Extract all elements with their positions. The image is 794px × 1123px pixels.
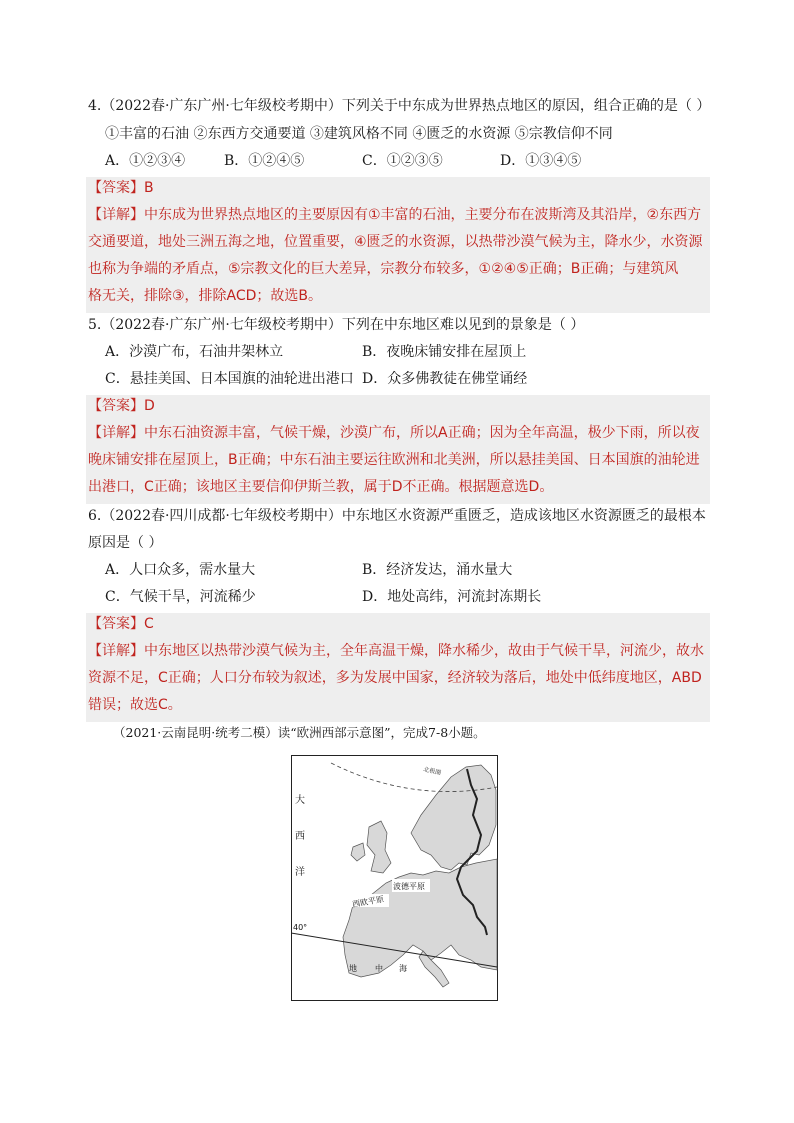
detail-text: 中东成为世界热点地区的主要原因有①丰富的石油，主要分布在波斯湾及其沿岸，②东西方: [144, 207, 702, 223]
label-polish-german-plain: 波德平原: [393, 882, 425, 891]
detail-tag: 【详解】: [88, 425, 144, 441]
question-4-option-c: C．①②③⑤: [362, 153, 443, 169]
question-5-detail-line-3: 出港口，C正确；该地区主要信仰伊斯兰教，属于D不正确。根据题意选D。: [88, 479, 554, 495]
question-6-option-c: C．气候干旱，河流稀少: [105, 589, 256, 605]
answer-value: C: [144, 616, 154, 632]
question-4-detail-line-3: 也称为争端的矛盾点，⑤宗教文化的巨大差异，宗教分布较多，①②④⑤正确；B正确；与建筑风: [88, 261, 679, 277]
question-6-option-b: B．经济发达，涌水量大: [362, 562, 513, 578]
label-west-european-plain: 西欧平原: [351, 894, 385, 910]
question-5-option-d: D．众多佛教徒在佛堂诵经: [362, 371, 528, 387]
question-5-answer-block: [86, 395, 710, 504]
question-6-option-a: A．人口众多，需水量大: [105, 562, 256, 578]
western-europe-map: [291, 755, 498, 1001]
label-atlantic-1: 大: [295, 795, 305, 806]
answer-value: B: [144, 180, 154, 196]
label-mediterranean-1: 地: [349, 964, 357, 973]
question-6-option-d: D．地处高纬，河流封冻期长: [362, 589, 542, 605]
question-4-detail-line-2: 交通要道，地处三洲五海之地，位置重要，④匮乏的水资源，以热带沙漠气候为主，降水少，水资源: [88, 234, 703, 250]
question-5-answer: [88, 397, 155, 415]
question-5-detail-line-2: 晚床铺安排在屋顶上，B正确；中东石油主要运往欧洲和北美洲，所以悬挂美国、日本国旗的油轮进: [88, 452, 700, 468]
question-6-detail-line-3: 错误；故选C。: [88, 697, 182, 713]
question-4-option-d: D．①③④⑤: [500, 153, 582, 169]
question-4-stem: 4.（2022春·广东广州·七年级校考期中）下列关于中东成为世界热点地区的原因，组合正确的是（ ）: [88, 98, 711, 114]
answer-tag: 【答案】: [88, 180, 144, 196]
label-arctic-circle: 北极圈: [422, 766, 442, 777]
question-6-answer-block: [86, 613, 710, 722]
label-mediterranean-3: 海: [399, 964, 407, 973]
question-6-stem-line-2: 原因是（ ）: [88, 535, 163, 551]
question-5-option-a: A．沙漠广布，石油井架林立: [105, 344, 284, 360]
detail-tag: 【详解】: [88, 643, 144, 659]
detail-tag: 【详解】: [88, 207, 144, 223]
answer-value: D: [144, 398, 155, 414]
question-6-stem-line-1: 6.（2022春·四川成都·七年级校考期中）中东地区水资源严重匮乏，造成该地区水资源匮乏的最根本: [88, 508, 706, 524]
label-latitude-40: 40°: [293, 923, 308, 932]
detail-text: 中东石油资源丰富，气候干燥，沙漠广布，所以A正确；因为全年高温，极少下雨，所以夜: [144, 425, 700, 441]
question-5-stem: 5.（2022春·广东广州·七年级校考期中）下列在中东地区难以见到的景象是（ ）: [88, 317, 585, 333]
questions-7-8-intro: （2021·云南昆明·统考二模）读“欧洲西部示意图”，完成7-8小题。: [113, 725, 486, 740]
question-6-answer: [88, 615, 154, 633]
question-6-detail-line-2: 资源不足，C正确；人口分布较为叙述，多为发展中国家，经济较为落后，地处中低纬度地区，ABD: [88, 670, 702, 686]
question-4-detail-line-1: [88, 206, 701, 224]
label-atlantic-2: 西: [295, 831, 305, 842]
question-4-answer: [88, 179, 154, 197]
question-6-detail-line-1: [88, 642, 704, 660]
question-4-option-a: A．①②③④: [105, 153, 186, 169]
detail-text: 中东地区以热带沙漠气候为主，全年高温干燥，降水稀少，故由于气候干旱，河流少，故水: [144, 643, 704, 659]
question-5-option-c: C．悬挂美国、日本国旗的油轮进出港口: [105, 371, 354, 387]
question-5-option-b: B．夜晚床铺安排在屋顶上: [362, 344, 527, 360]
question-4-answer-block: [86, 177, 710, 313]
answer-tag: 【答案】: [88, 398, 144, 414]
label-mediterranean-2: 中: [375, 964, 383, 973]
question-4-option-b: B．①②④⑤: [224, 153, 305, 169]
question-4-detail-line-4: 格无关，排除③，排除ACD；故选B。: [88, 288, 323, 304]
question-4-items: ①丰富的石油 ②东西方交通要道 ③建筑风格不同 ④匮乏的水资源 ⑤宗教信仰不同: [105, 126, 613, 142]
label-atlantic-3: 洋: [295, 867, 305, 878]
answer-tag: 【答案】: [88, 616, 144, 632]
question-5-detail-line-1: [88, 424, 700, 442]
